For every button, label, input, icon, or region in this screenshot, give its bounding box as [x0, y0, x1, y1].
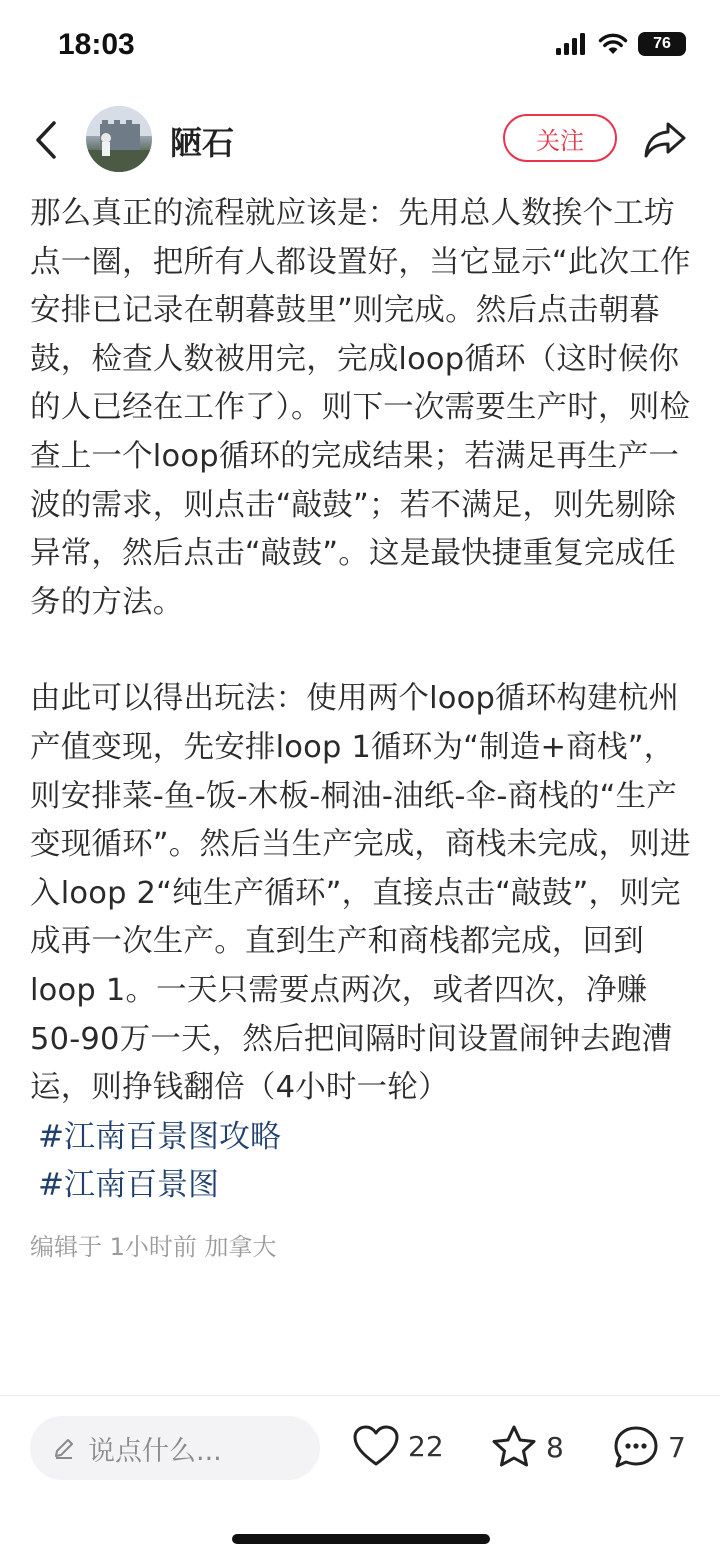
favorite-count: 8	[546, 1430, 564, 1464]
comment-input[interactable]	[30, 1416, 320, 1480]
signal-icon	[556, 33, 588, 55]
status-bar	[0, 0, 720, 90]
avatar-image	[86, 106, 152, 172]
back-button[interactable]	[26, 118, 66, 162]
share-button[interactable]	[642, 120, 688, 160]
follow-button[interactable]: 关注	[503, 114, 617, 162]
comment-icon	[612, 1424, 660, 1470]
author-header	[0, 100, 720, 180]
star-icon	[490, 1424, 538, 1470]
comment-placeholder: 说点什么...	[88, 1435, 222, 1467]
post-content	[30, 190, 692, 1262]
back-icon	[34, 120, 58, 160]
battery-icon: 76	[638, 32, 686, 56]
status-icons	[556, 32, 686, 56]
hashtag-link[interactable]: #江南百景图攻略	[38, 1118, 281, 1155]
wifi-icon	[598, 33, 628, 55]
pencil-icon	[52, 1436, 76, 1460]
author-name[interactable]: 陋石	[170, 124, 235, 162]
edit-meta: 编辑于 1小时前 加拿大	[30, 1232, 277, 1261]
avatar[interactable]	[86, 106, 152, 172]
heart-icon	[352, 1424, 400, 1468]
comment-count: 7	[668, 1430, 686, 1464]
home-indicator[interactable]	[232, 1534, 490, 1544]
comment-button[interactable]	[612, 1424, 686, 1470]
post-paragraph: 由此可以得出玩法：使用两个loop循环构建杭州产值变现，先安排loop 1循环为“制造+商栈”，则安排菜-鱼-饭-木板-桐油-油纸-伞-商栈的“生产变现循环”。然后当生产完成，商栈未完成，则进入loop 2“纯生产循环”，直接点击“敲鼓”，则完成再一次生产。直到生产和商栈都完成，回到loop 1。一天只需要点两次，或者四次，净赚50-90万一天，然后把间隔时间设置闹钟去跑漕运，则挣钱翻倍（4小时一轮）	[30, 681, 691, 1106]
status-time: 18:03	[58, 28, 135, 61]
hashtag-link[interactable]: #江南百景图	[38, 1166, 219, 1203]
share-icon	[642, 120, 688, 160]
post-paragraph: 那么真正的流程就应该是：先用总人数挨个工坊点一圈，把所有人都设置好，当它显示“此次工作安排已记录在朝暮鼓里”则完成。然后点击朝暮鼓，检查人数被用完，完成loop循环（这时候你的人已经在工作了）。则下一次需要生产时，则检查上一个loop循环的完成结果；若满足再生产一波的需求，则点击“敲鼓”；若不满足，则先剔除异常，然后点击“敲鼓”。这是最快捷重复完成任务的方法。	[30, 196, 691, 620]
favorite-button[interactable]	[490, 1424, 564, 1470]
like-count: 22	[408, 1429, 444, 1463]
tag-list	[30, 1113, 692, 1209]
like-button[interactable]	[352, 1424, 444, 1468]
bottom-action-bar	[0, 1396, 720, 1506]
